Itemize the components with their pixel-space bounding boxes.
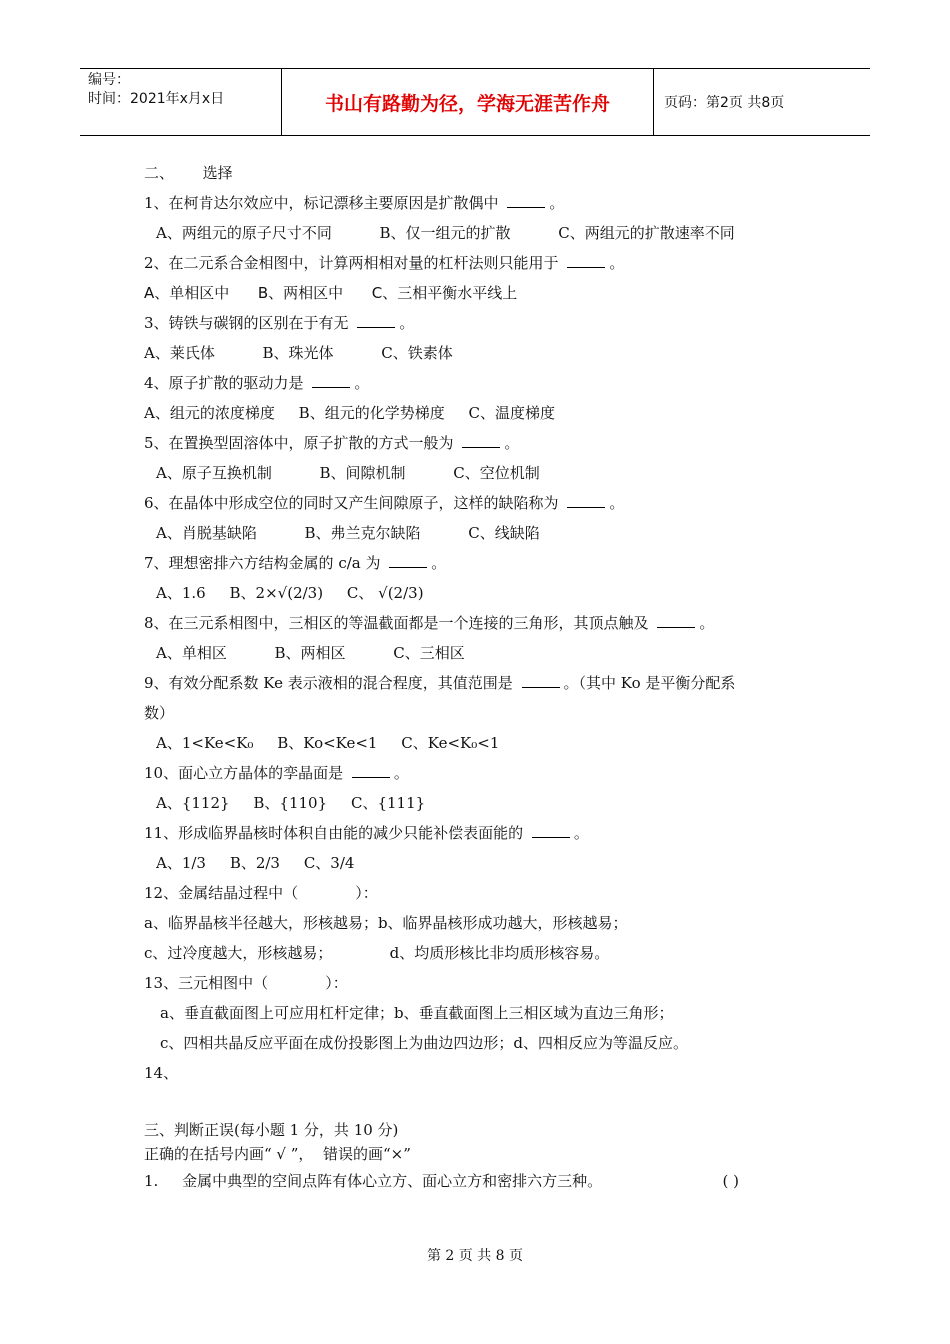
number-label: 编号：	[88, 72, 130, 88]
question-13: 13、三元相图中（ ）：	[144, 974, 348, 992]
question-8-options: A、单相区 B、两相区 C、三相区	[156, 644, 465, 662]
answer-blank	[567, 250, 605, 268]
question-11: 11、形成临界晶核时体积自由能的减少只能补偿表面能的 。	[144, 818, 814, 848]
answer-blank	[532, 820, 570, 838]
question-5: 5、在置换型固溶体中，原子扩散的方式一般为 。	[144, 428, 814, 458]
question-8: 8、在三元系相图中，三相区的等温截面都是一个连接的三角形，其顶点触及 。	[144, 608, 814, 638]
spacer	[144, 1088, 814, 1118]
question-1: 1、在柯肯达尔效应中，标记漂移主要原因是扩散偶中 。	[144, 188, 814, 218]
answer-blank	[352, 760, 390, 778]
question-13-line-a: a、垂直截面图上可应用杠杆定律；b、垂直截面图上三相区域为直边三角形；	[160, 1004, 674, 1022]
section2-heading: 二、 选择	[144, 164, 233, 182]
question-13-line-b: c、四相共晶反应平面在成份投影图上为曲边四边形；d、四相反应为等温反应。	[160, 1034, 689, 1052]
motto: 书山有路勤为径，学海无涯苦作舟	[281, 69, 654, 135]
question-10: 10、面心立方晶体的孪晶面是 。	[144, 758, 814, 788]
question-2: 2、在二元系合金相图中，计算两相相对量的杠杆法则只能用于 。	[144, 248, 814, 278]
question-1-options: A、两组元的原子尺寸不同 B、仅一组元的扩散 C、两组元的扩散速率不同	[156, 224, 735, 242]
answer-blank	[462, 430, 500, 448]
question-3: 3、铸铁与碳钢的区别在于有无 。	[144, 308, 814, 338]
answer-bracket: ( )	[722, 1172, 739, 1190]
question-4-options: A、组元的浓度梯度 B、组元的化学势梯度 C、温度梯度	[144, 404, 556, 422]
answer-blank	[657, 610, 695, 628]
question-6-options: A、肖脱基缺陷 B、弗兰克尔缺陷 C、线缺陷	[156, 524, 540, 542]
answer-blank	[389, 550, 427, 568]
question-12: 12、金属结晶过程中（ ）：	[144, 884, 378, 902]
question-9-options: A、1<Ke<K₀ B、Ko<Ke<1 C、Ke<K₀<1	[156, 734, 500, 752]
time-label: 时间：2021年x月x日	[88, 91, 225, 107]
page-info: 页码：第2页 共8页	[664, 95, 785, 111]
question-2-options: A、单相区中 B、两相区中 C、三相平衡水平线上	[144, 284, 518, 302]
question-10-options: A、{112} B、{110} C、{111}	[156, 794, 426, 812]
answer-blank	[522, 670, 560, 688]
question-12-line-b: c、过冷度越大，形核越易； d、均质形核比非均质形核容易。	[144, 944, 610, 962]
header-left	[80, 69, 281, 135]
question-4: 4、原子扩散的驱动力是 。	[144, 368, 814, 398]
judgement-item-1: 1. 金属中典型的空间点阵有体心立方、面心立方和密排六方三种。 ( )	[144, 1166, 739, 1196]
question-3-options: A、莱氏体 B、珠光体 C、铁素体	[144, 344, 453, 362]
question-5-options: A、原子互换机制 B、间隙机制 C、空位机制	[156, 464, 540, 482]
answer-blank	[507, 190, 545, 208]
question-7: 7、理想密排六方结构金属的 c/a 为 。	[144, 548, 814, 578]
answer-blank	[567, 490, 605, 508]
question-14: 14、	[144, 1064, 179, 1082]
answer-blank	[357, 310, 395, 328]
question-9: 9、有效分配系数 Ke 表示液相的混合程度，其值范围是 。（其中 Ko 是平衡分配系	[144, 668, 814, 698]
section3-heading: 三、判断正误(每小题 1 分，共 10 分)	[144, 1121, 399, 1139]
question-6: 6、在晶体中形成空位的同时又产生间隙原子，这样的缺陷称为 。	[144, 488, 814, 518]
page-footer: 第 2 页 共 8 页	[426, 1248, 524, 1264]
question-7-options: A、1.6 B、2×√(2/3) C、 √(2/3)	[156, 584, 424, 602]
answer-blank	[312, 370, 350, 388]
question-9-continued: 数）	[144, 704, 175, 722]
page-header	[80, 68, 870, 136]
section3-instruction: 正确的在括号内画“ √ ”， 错误的画“×”	[144, 1145, 411, 1163]
question-11-options: A、1/3 B、2/3 C、3/4	[156, 854, 355, 872]
question-12-line-a: a、临界晶核半径越大，形核越易；b、临界晶核形成功越大，形核越易；	[144, 914, 628, 932]
document-body	[144, 158, 814, 1196]
